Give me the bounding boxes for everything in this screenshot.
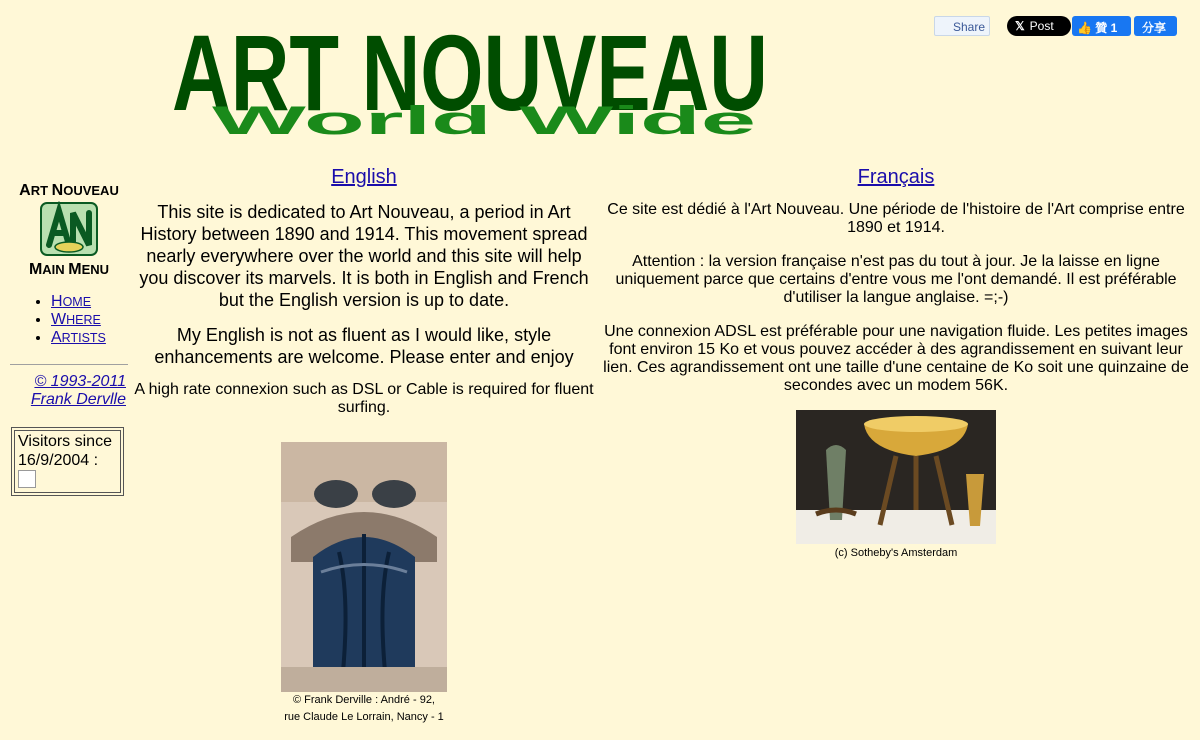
an-logo-icon[interactable] <box>39 201 99 257</box>
english-connection-paragraph: A high rate connexion such as DSL or Cable is required for fluent surfing. <box>134 381 594 416</box>
share-button-label: Share <box>952 20 985 34</box>
door-photo-caption: © Frank Derville : André - 92, rue Claude Le Lorrain, Nancy - 1 <box>284 694 444 723</box>
menu-link-where[interactable]: WHERE <box>51 311 101 328</box>
facebook-like-button[interactable] <box>1072 16 1131 36</box>
glass-vases-photo[interactable] <box>796 410 996 544</box>
sidebar-divider <box>10 364 128 365</box>
sidebar <box>10 182 128 496</box>
menu-item-where <box>51 311 128 329</box>
glass-vases-caption: (c) Sotheby's Amsterdam <box>834 547 958 559</box>
sidebar-title: ART NOUVEAU <box>19 182 119 199</box>
x-post-button[interactable] <box>1007 16 1071 36</box>
logo-subtitle-text: World Wide <box>212 99 756 143</box>
english-intro-paragraph: This site is dedicated to Art Nouveau, a period in Art History between 1890 and 1914. This movement spread nearly everywhere over the world and this site will help you discover its marvels. It is both in English and French but the English version is up to date. <box>139 202 589 310</box>
menu-item-artists <box>51 329 128 347</box>
english-link[interactable]: English <box>331 166 397 188</box>
menu-link-artists[interactable]: ARTISTS <box>51 329 106 346</box>
copyright-link[interactable]: © 1993-2011 <box>34 373 126 390</box>
english-style-paragraph: My English is not as fluent as I would like, style enhancements are welcome. Please enter and enjoy <box>154 325 574 367</box>
main-menu-list <box>10 293 128 347</box>
site-logo <box>168 12 778 147</box>
thumbs-up-icon: 👍 <box>1077 21 1092 35</box>
visitor-counter <box>11 427 124 496</box>
french-link[interactable]: Français <box>857 166 935 188</box>
facebook-like-label: 贊 1 <box>1095 21 1118 35</box>
x-logo-icon: 𝕏 <box>1015 19 1025 33</box>
french-connection-paragraph: Une connexion ADSL est préférable pour une navigation fluide. Les petites images font environ 15 Ko et vous pouvez accéder à des agrandissement en suivant leur lien. Ces agrandissement ont une taille d'une centaine de Ko soit une quinzaine de secondes avec un modem 56K. <box>603 323 1189 394</box>
main-menu-heading: MAIN MENU <box>28 261 110 278</box>
broken-image-icon <box>18 470 36 488</box>
copyright <box>10 373 128 409</box>
visitor-counter-inner <box>14 430 121 493</box>
english-column <box>132 166 596 726</box>
french-intro-paragraph: Ce site est dédié à l'Art Nouveau. Une période de l'histoire de l'Art comprise entre 1890 et 1914. <box>607 201 1185 236</box>
french-column <box>600 166 1192 562</box>
french-warning-paragraph: Attention : la version française n'est pas du tout à jour. Je la laisse en ligne uniquement parce que certains d'entre vous me l'ont demandé. Il est préférable d'utiliser la langue anglaise. =;-) <box>615 253 1177 306</box>
door-photo[interactable] <box>281 442 447 692</box>
visitor-counter-label: Visitors since 16/9/2004 : <box>18 433 112 469</box>
author-link[interactable]: Frank Dervlle <box>30 391 126 408</box>
share-button[interactable] <box>934 16 990 36</box>
facebook-share-label: 分享 <box>1142 21 1167 35</box>
menu-link-home[interactable]: HOME <box>51 293 92 310</box>
facebook-share-button[interactable] <box>1134 16 1177 36</box>
logo-title-text: ART NOUVEAU <box>172 12 768 133</box>
menu-item-home <box>51 293 128 311</box>
x-post-label: Post <box>1029 19 1054 33</box>
